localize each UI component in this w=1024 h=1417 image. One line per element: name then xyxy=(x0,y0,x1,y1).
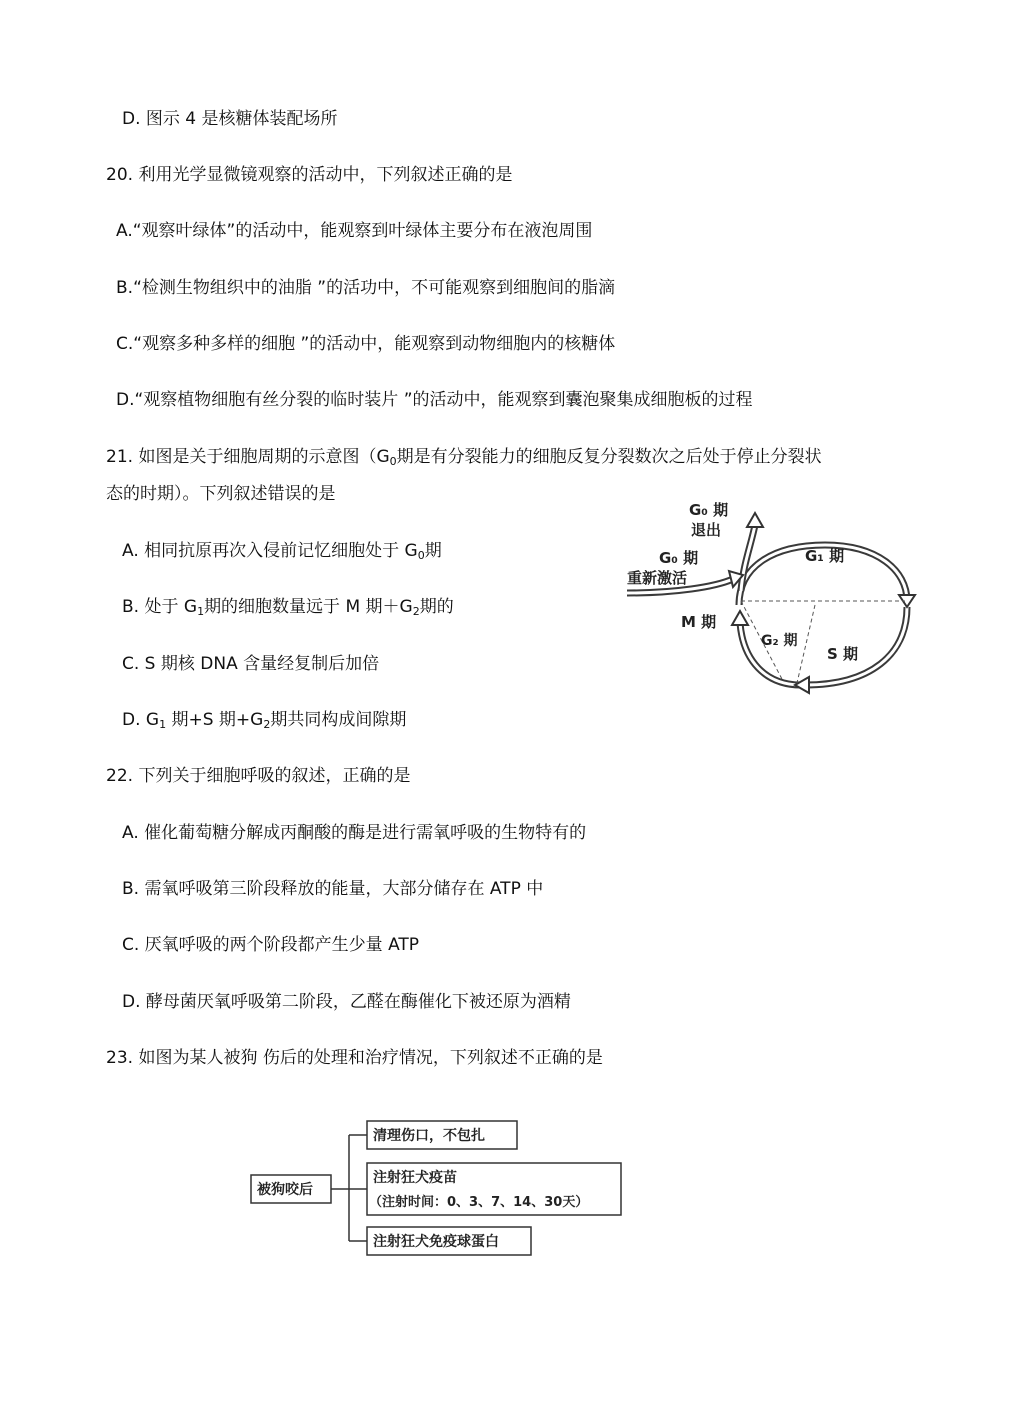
q22-option-b: B. 需氧呼吸第三阶段释放的能量，大部分储存在 ATP 中 xyxy=(122,879,544,899)
q21-stem-line1: 21. 如图是关于细胞周期的示意图（$G_0$期是有分裂能力的细胞反复分裂数次之后处于停止分裂状 xyxy=(106,447,822,468)
g0-reactivate-label-2: 重新激活 xyxy=(627,569,688,587)
s-label: S 期 xyxy=(827,645,859,663)
dog-bite-treatment-diagram xyxy=(245,1115,635,1260)
q22-option-d: D. 酵母菌厌氧呼吸第二阶段，乙醛在酶催化下被还原为酒精 xyxy=(122,992,571,1012)
q20-option-b: B.“检测生物组织中的油脂 ”的活功中，不可能观察到细胞间的脂滴 xyxy=(116,278,616,298)
g1-arrowhead xyxy=(899,595,915,607)
q19-option-d: D. 图示 4 是核糖体装配场所 xyxy=(122,109,338,129)
q21-option-b: B. 处于 $G_1$期的细胞数量远于 M 期$+G_2$期的 xyxy=(122,597,454,618)
g2-label: G₂ 期 xyxy=(761,633,798,649)
m-label: M 期 xyxy=(681,613,717,631)
q22-stem: 22. 下列关于细胞呼吸的叙述，正确的是 xyxy=(106,766,411,786)
g0-reactivate-label-1: G₀ 期 xyxy=(659,549,699,567)
s-arrowhead xyxy=(795,677,809,693)
g0-exit-label-1: G₀ 期 xyxy=(689,501,729,519)
branch3-label: 注射狂犬免疫球蛋白 xyxy=(373,1234,499,1250)
phase-divider xyxy=(797,605,815,683)
q23-stem: 23. 如图为某人被狗 伤后的处理和治疗情况，下列叙述不正确的是 xyxy=(106,1048,603,1068)
q20-stem: 20. 利用光学显微镜观察的活动中，下列叙述正确的是 xyxy=(106,165,513,185)
branch2-label-1: 注射狂犬疫苗 xyxy=(373,1170,457,1186)
g2-arrowhead xyxy=(732,611,748,625)
q21-option-c: C. S 期核 DNA 含量经复制后加倍 xyxy=(122,654,380,674)
q21-stem-line2: 态的时期）。下列叙述错误的是 xyxy=(106,484,336,504)
root-label: 被狗咬后 xyxy=(257,1182,313,1198)
q21-option-a: A. 相同抗原再次入侵前记忆细胞处于 $G_0$期 xyxy=(122,541,442,562)
cell-cycle-diagram xyxy=(615,495,925,695)
g1-label: G₁ 期 xyxy=(805,547,845,565)
g0-exit-label-2: 退出 xyxy=(691,521,722,539)
q21-option-d: D. $G_1$ 期+S 期$+G_2$期共同构成间隙期 xyxy=(122,710,407,731)
q22-option-c: C. 厌氧呼吸的两个阶段都产生少量 ATP xyxy=(122,935,420,955)
q20-option-d: D.“观察植物细胞有丝分裂的临时装片 ”的活动中，能观察到囊泡聚集成细胞板的过程 xyxy=(116,390,753,410)
q20-option-c: C.“观察多种多样的细胞 ”的活动中，能观察到动物细胞内的核糖体 xyxy=(116,334,616,354)
q22-option-a: A. 催化葡萄糖分解成丙酮酸的酶是进行需氧呼吸的生物特有的 xyxy=(122,823,587,843)
branch2-label-2: （注射时间：0、3、7、14、30天） xyxy=(369,1195,589,1210)
g0-exit-arrowhead xyxy=(747,513,763,527)
q20-option-a: A.“观察叶绿体”的活动中，能观察到叶绿体主要分布在液泡周围 xyxy=(116,221,593,241)
branch1-label: 清理伤口，不包扎 xyxy=(373,1128,485,1144)
